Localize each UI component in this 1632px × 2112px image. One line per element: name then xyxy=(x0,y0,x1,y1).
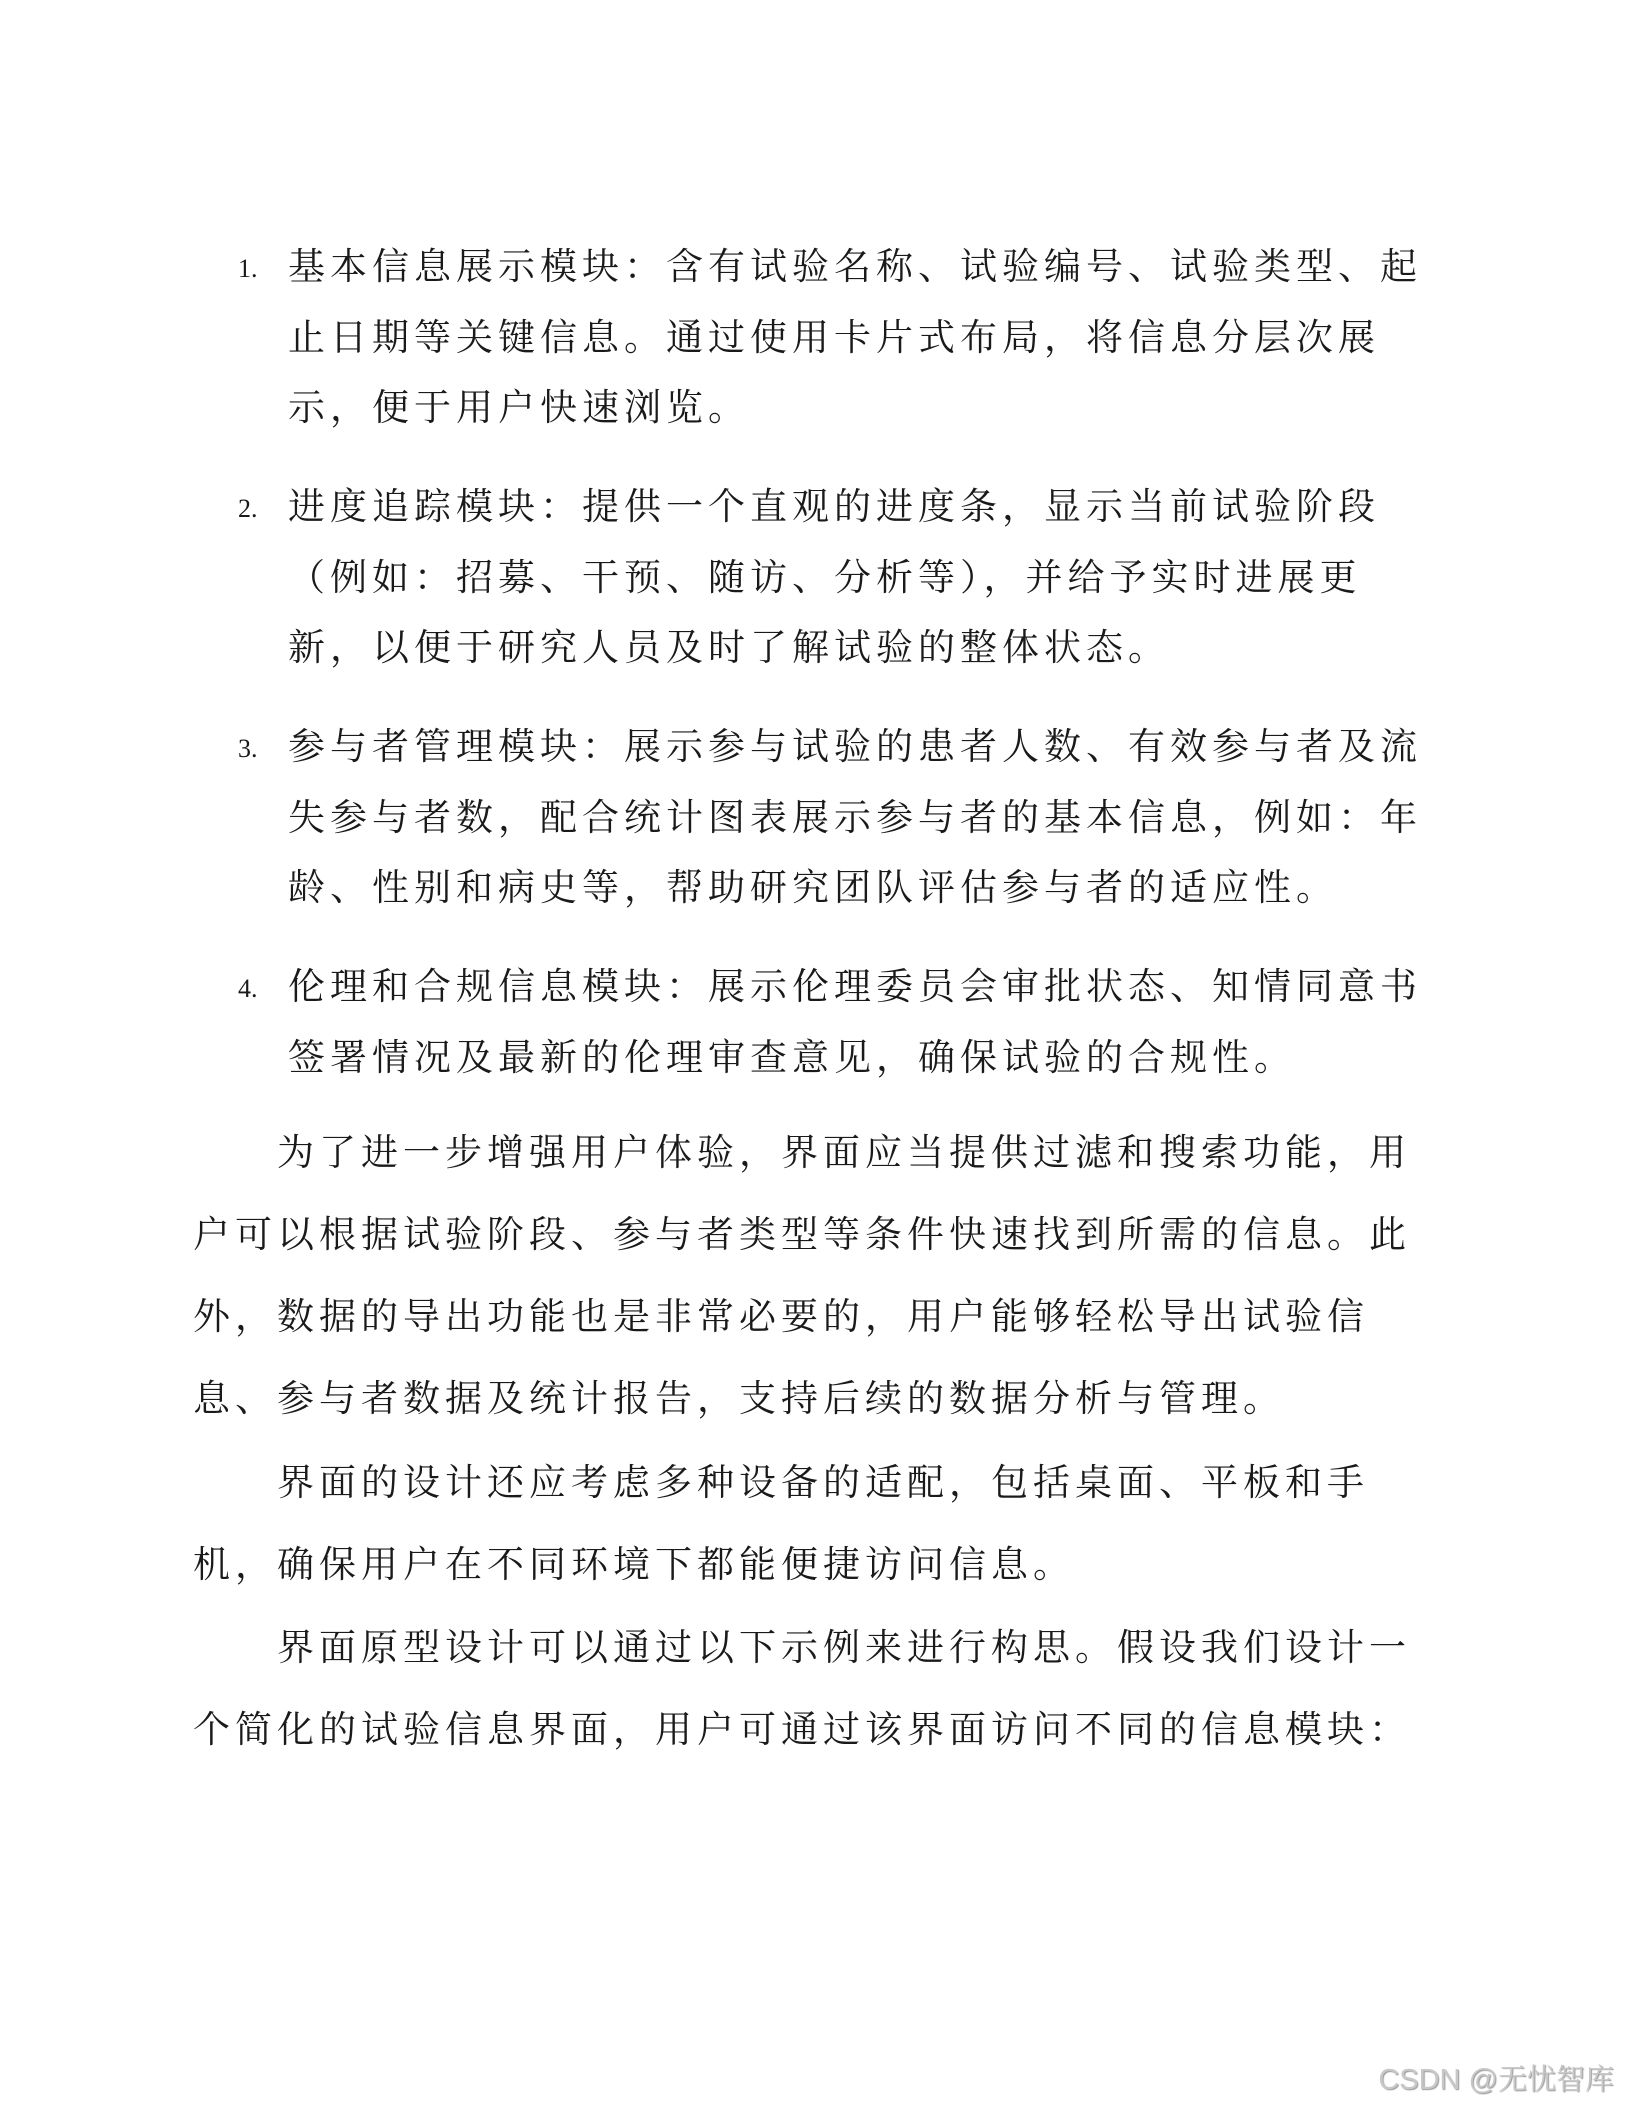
text-line: 新，以便于研究人员及时了解试验的整体状态。 xyxy=(288,626,1170,669)
text-line: 息、参与者数据及统计报告，支持后续的数据分析与管理。 xyxy=(193,1377,1285,1420)
text-line: 为了进一步增强用户体验，界面应当提供过滤和搜索功能，用 xyxy=(277,1131,1411,1174)
list-number: 4. xyxy=(238,974,258,1003)
text-line: 伦理和合规信息模块：展示伦理委员会审批状态、知情同意书 xyxy=(288,965,1422,1008)
watermark: CSDN @无忧智库 xyxy=(1378,2064,1614,2096)
text-line: 外，数据的导出功能也是非常必要的，用户能够轻松导出试验信 xyxy=(193,1295,1369,1338)
text-line: 界面的设计还应考虑多种设备的适配，包括桌面、平板和手 xyxy=(277,1461,1369,1504)
list-number: 2. xyxy=(238,494,258,523)
list-number: 3. xyxy=(238,734,258,763)
text-line: 进度追踪模块：提供一个直观的进度条，显示当前试验阶段 xyxy=(288,485,1380,528)
text-line: （例如：招募、干预、随访、分析等），并给予实时进展更 xyxy=(288,555,1362,599)
text-line: 龄、性别和病史等，帮助研究团队评估参与者的适应性。 xyxy=(288,866,1338,909)
text-line: 示，便于用户快速浏览。 xyxy=(288,386,750,429)
text-line: 签署情况及最新的伦理审查意见，确保试验的合规性。 xyxy=(288,1035,1296,1079)
text-line: 失参与者数，配合统计图表展示参与者的基本信息，例如：年 xyxy=(288,795,1422,839)
text-line: 个简化的试验信息界面，用户可通过该界面访问不同的信息模块： xyxy=(193,1708,1411,1751)
text-line: 参与者管理模块：展示参与试验的患者人数、有效参与者及流 xyxy=(288,725,1422,768)
text-line: 户可以根据试验阶段、参与者类型等条件快速找到所需的信息。此 xyxy=(193,1213,1411,1256)
list-number: 1. xyxy=(238,254,258,283)
text-line: 机，确保用户在不同环境下都能便捷访问信息。 xyxy=(193,1543,1075,1586)
text-line: 基本信息展示模块：含有试验名称、试验编号、试验类型、起 xyxy=(288,245,1422,288)
text-line: 止日期等关键信息。通过使用卡片式布局，将信息分层次展 xyxy=(288,315,1380,359)
text-line: 界面原型设计可以通过以下示例来进行构思。假设我们设计一 xyxy=(277,1626,1411,1669)
